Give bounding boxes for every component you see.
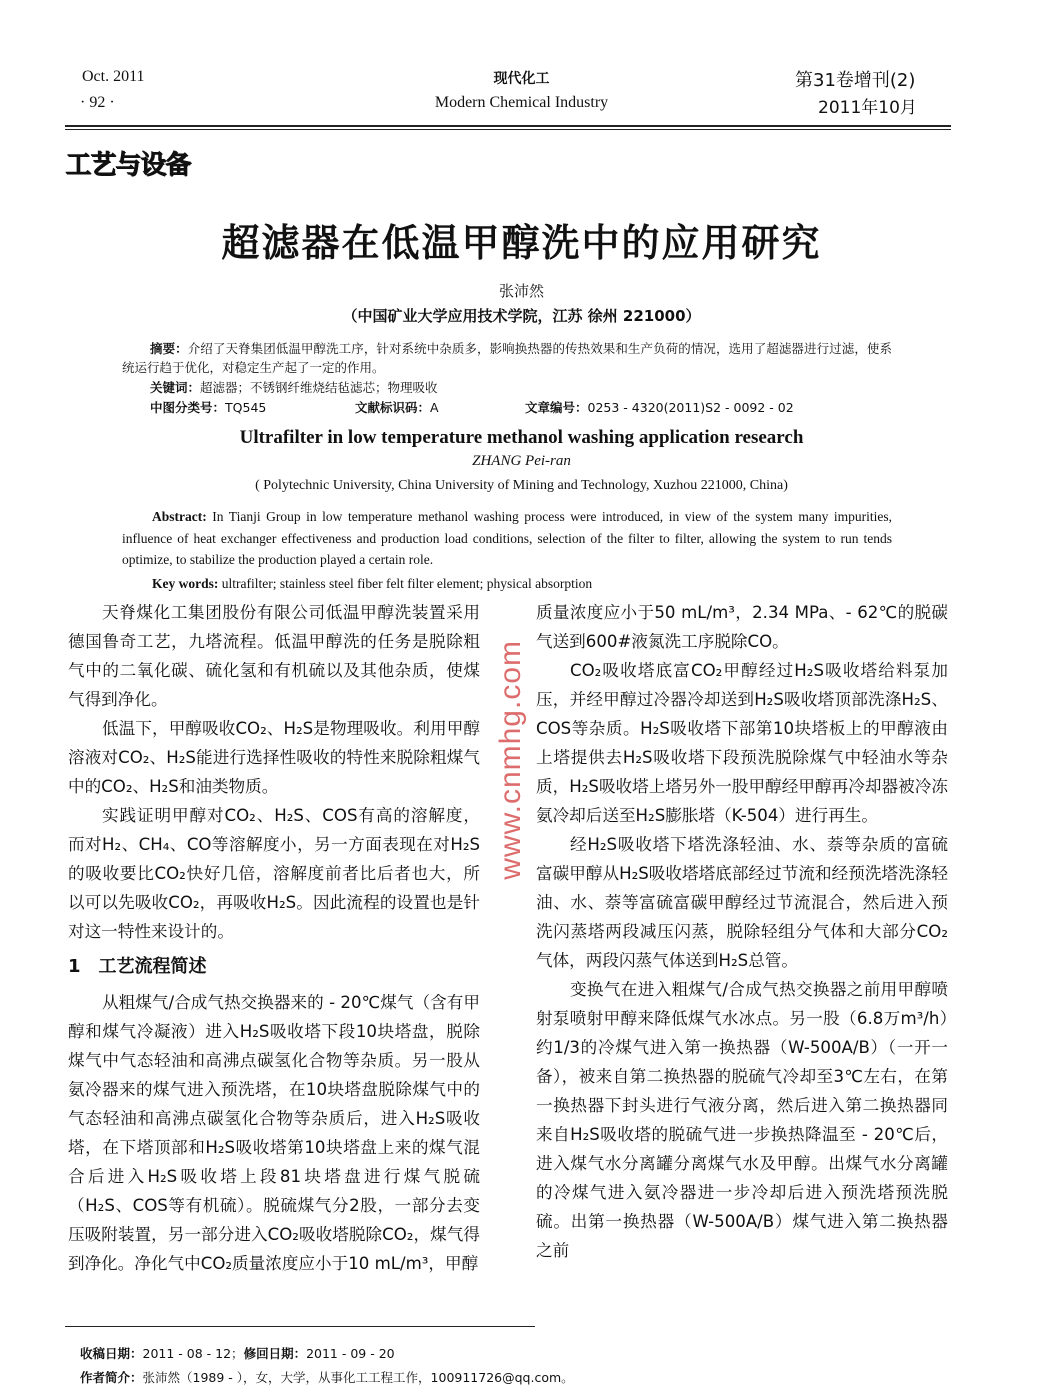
abstract-cn — [122, 339, 892, 377]
header-journal-en: Modern Chemical Industry — [434, 94, 609, 111]
footnote-rule — [65, 1326, 535, 1327]
section-label: 工艺与设备 — [65, 150, 191, 180]
clc-label: 中图分类号： — [150, 400, 226, 415]
body-left-column — [68, 598, 480, 1278]
watermark: www.cnmhg.com — [494, 640, 527, 880]
body-paragraph: CO₂吸收塔底富CO₂甲醇经过H₂S吸收塔给料泵加压，并经甲醇过冷器冷却送到H₂S吸收塔顶部洗涤H₂S、COS等杂质。H₂S吸收塔下部第10块塔板上的甲醇液由上塔提供去H₂S吸收塔下段预洗脱除煤气中轻油水等杂质，H₂S吸收塔上塔另外一股甲醇经甲醇再冷却器被冷冻氨冷却后送至H₂S膨胀塔（K-504）进行再生。 — [536, 661, 948, 825]
doc-code-text: A — [430, 400, 439, 415]
body-paragraph: 质量浓度应小于50 mL/m³，2.34 MPa、- 62℃的脱碳气送到600#液氮洗工序脱除CO。 — [536, 603, 948, 651]
header-rule — [65, 125, 951, 127]
bio-label: 作者简介： — [80, 1370, 143, 1385]
footnote-dates — [80, 1344, 395, 1362]
body-paragraph: 天脊煤化工集团股份有限公司低温甲醇洗装置采用德国鲁奇工艺，九塔流程。低温甲醇洗的任务是脱除粗气中的二氧化碳、硫化氢和有机硫以及其他杂质，使煤气得到净化。 — [68, 603, 480, 709]
keywords-en — [152, 573, 922, 595]
clc-text: TQ545 — [225, 400, 267, 415]
document-code — [355, 398, 439, 416]
body-paragraph: 从粗煤气/合成气热交换器来的 - 20℃煤气（含有甲醇和煤气冷凝液）进入H₂S吸收塔下段10块塔盘，脱除煤气中气态轻油和高沸点碳氢化合物等杂质。另一股从氨冷器来的煤气进入预洗塔，在10块塔盘脱除煤气中的气态轻油和高沸点碳氢化合物等杂质后，进入H₂S吸收塔，在下塔顶部和H₂S吸收塔第10块塔盘上来的煤气混合后进入H₂S吸收塔上段81块塔盘进行煤气脱硫（H₂S、COS等有机硫）。脱硫煤气分2股，一部分去变压吸附装置，另一部分进入CO₂吸收塔脱除CO₂，煤气得到净化。净化气中CO₂质量浓度应小于10 mL/m³，甲醇 — [68, 993, 480, 1273]
paper-title: 超滤器在低温甲醇洗中的应用研究 — [221, 221, 822, 265]
affiliation: （中国矿业大学应用技术学院，江苏 徐州 221000） — [342, 307, 701, 325]
section-heading: 1 工艺流程简述 — [68, 956, 207, 977]
header-rule-thin — [65, 129, 951, 130]
article-no-label: 文章编号： — [525, 400, 588, 415]
header-date-cn: 2011年10月 — [818, 98, 917, 118]
keywords-cn — [150, 378, 438, 396]
bio-text: 张沛然（1989 - ），女，大学，从事化工工程工作，100911726@qq.com。 — [142, 1370, 574, 1385]
received-label: 收稿日期： — [80, 1346, 143, 1361]
author: 张沛然 — [498, 282, 544, 300]
abstract-text: 介绍了天脊集团低温甲醇洗工序，针对系统中杂质多，影响换热器的传热效果和生产负荷的情况，选用了超滤器进行过滤，使系统运行趋于优化，对稳定生产起了一定的作用。 — [122, 341, 892, 375]
footnote-author-bio — [80, 1368, 574, 1386]
keywords-text: 超滤器；不锈钢纤维烧结毡滤芯；物理吸收 — [200, 380, 438, 395]
revised-label: 修回日期： — [243, 1346, 307, 1361]
article-number — [525, 398, 794, 416]
body-paragraph: 实践证明甲醇对CO₂、H₂S、COS有高的溶解度，而对H₂、CH₄、CO等溶解度小，另一方面表现在对H₂S的吸收要比CO₂快好几倍，溶解度前者比后者也大，所以可以先吸收CO₂，再吸收H₂S。因此流程的设置也是针对这一特性来设计的。 — [68, 806, 480, 941]
abstract-en — [122, 506, 892, 571]
title-en: Ultrafilter in low temperature methanol washing application research — [239, 427, 804, 448]
article-no-text: 0253 - 4320(2011)S2 - 0092 - 02 — [587, 400, 794, 415]
author-en: ZHANG Pei-ran — [472, 453, 571, 469]
body-paragraph: 变换气在进入粗煤气/合成气热交换器之前用甲醇喷射泵喷射甲醇来降低煤气水冰点。另一股（6.8万m³/h）约1/3的冷煤气进入第一换热器（W-500A/B）（一开一备），被来自第二换热器的脱硫气冷却至3℃左右，在第一换热器下封头进行气液分离，然后进入第二换热器同来自H₂S吸收塔的脱硫气进一步换热降温至 - 20℃后，进入煤气水分离罐分离煤气水及甲醇。出煤气水分离罐的冷煤气进入氨冷器进一步冷却后进入预洗塔预洗脱硫。出第一换热器（W-500A/B）煤气进入第二换热器之前 — [536, 980, 948, 1260]
header-page-number: · 92 · — [80, 94, 115, 111]
keywords-en-text: ultrafilter; stainless steel fiber felt filter element; physical absorption — [218, 576, 593, 591]
clc-number — [150, 398, 266, 416]
header-date-en: Oct. 2011 — [82, 68, 145, 85]
header-journal-cn: 现代化工 — [493, 71, 550, 87]
header-volume: 第31卷增刊(2) — [795, 70, 916, 91]
revised-date: 2011 - 09 - 20 — [306, 1346, 395, 1361]
abstract-en-text: In Tianji Group in low temperature methanol washing process were introduced, in view of the system many impurities, influence of heat exchanger effectiveness and production load conditions, selection of the filter to filter, allowing the system to run tends optimize, to stabilize the production played a certain role. — [122, 509, 892, 567]
abstract-label: 摘要： — [150, 341, 188, 356]
keywords-label: 关键词： — [150, 380, 201, 395]
received-date: 2011 - 08 - 12； — [142, 1346, 244, 1361]
doc-code-label: 文献标识码： — [355, 400, 431, 415]
abstract-en-label: Abstract: — [152, 509, 207, 524]
affiliation-en: ( Polytechnic University, China University of Mining and Technology, Xuzhou 221000, China) — [255, 478, 788, 493]
body-paragraph: 低温下，甲醇吸收CO₂、H₂S是物理吸收。利用甲醇溶液对CO₂、H₂S能进行选择性吸收的特性来脱除粗煤气中的CO₂、H₂S和油类物质。 — [68, 719, 480, 796]
body-right-column — [536, 598, 948, 1265]
body-paragraph: 经H₂S吸收塔下塔洗涤轻油、水、萘等杂质的富硫富碳甲醇从H₂S吸收塔塔底部经过节流和经预洗塔洗涤轻油、水、萘等富硫富碳甲醇经过节流混合，然后进入预洗闪蒸塔两段减压闪蒸，脱除轻组分气体和大部分CO₂气体，两段闪蒸气体送到H₂S总管。 — [536, 835, 948, 970]
keywords-en-label: Key words: — [152, 576, 219, 591]
